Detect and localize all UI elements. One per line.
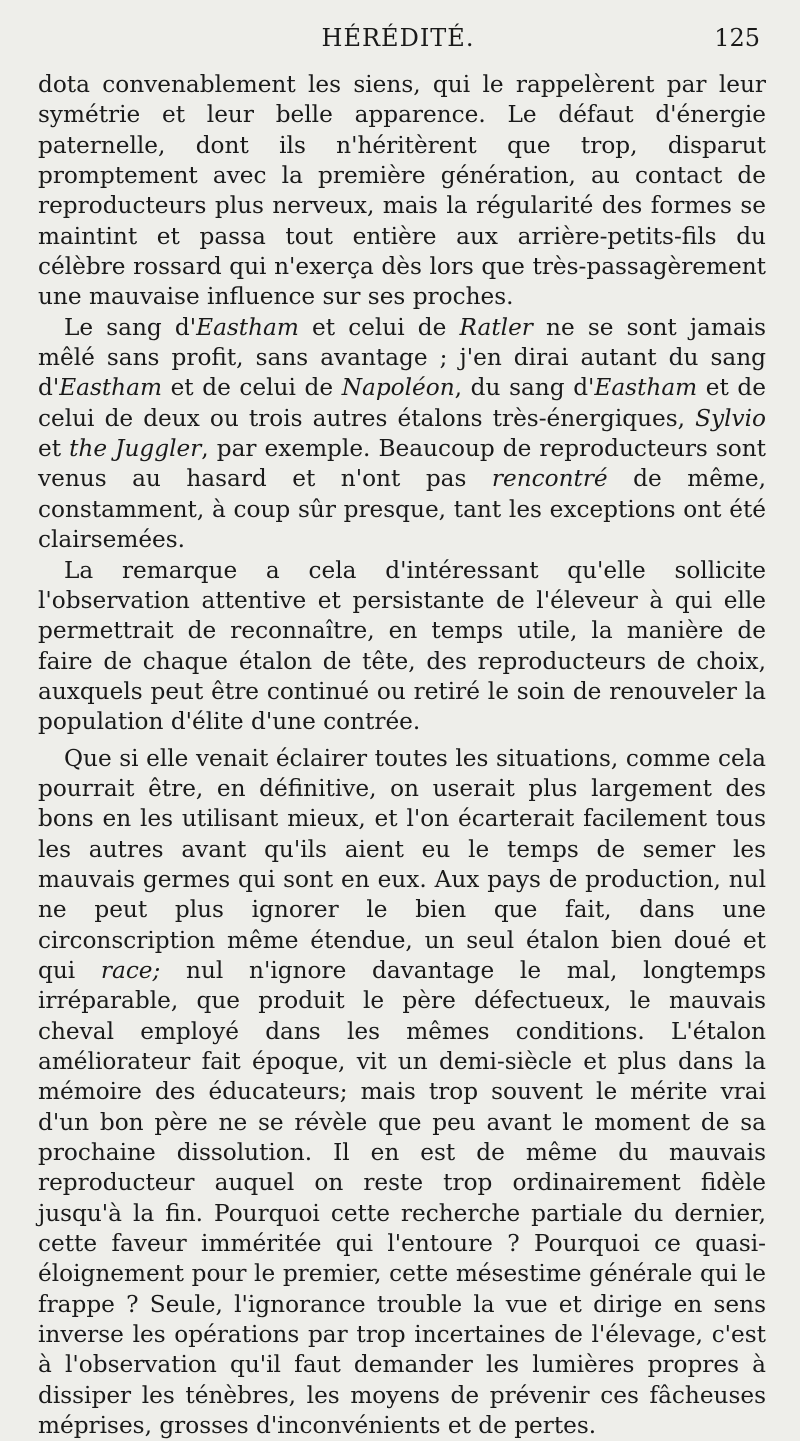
body-text [38, 70, 766, 1441]
italic-text: race; [100, 956, 161, 984]
italic-text: Sylvio [695, 404, 766, 432]
text-run: et celui de [298, 313, 460, 341]
italic-text: Eastham [196, 313, 299, 341]
text-run: nul n'ignore davantage le mal, longtemps irréparable, que produit le père défectueux, le mauvais cheval employé dans les mêmes conditions. L'étalon améliorateur fait époque, vit un demi-siècle et plus dans la mémoire des éducateurs; mais trop souvent le mérite vrai d'un bon père ne se révèle que peu avant le moment de sa prochaine dissolution. Il en est de même du mauvais reproducteur auquel on reste trop ordinairement fidèle jusqu'à la fin. Pourquoi cette recherche partiale du dernier, cette faveur imméritée qui l'entoure ? Pourquoi ce quasi-éloignement pour le premier, cette mésestime générale qui le frappe ? Seule, l'ignorance trouble la vue et dirige en sens inverse les opérations par trop incertaines de l'élevage, c'est à l'observation qu'il faut demander les lumières propres à dissiper les ténèbres, les moyens de prévenir ces fâcheuses méprises, grosses d'inconvénients et de pertes. [38, 956, 766, 1440]
text-run: , du sang d' [454, 374, 595, 402]
italic-text: Eastham [59, 374, 162, 402]
paragraph-2 [38, 313, 766, 556]
text-run: et de celui de deux ou trois autres étalons très-énergiques, [38, 374, 766, 432]
running-head: HÉRÉDITÉ. [321, 24, 475, 52]
italic-text: Eastham [594, 374, 698, 402]
paragraph-3 [38, 556, 766, 738]
text-run: de même, constamment, à coup sûr presque, tant les exceptions ont été clairsemées. [38, 465, 766, 554]
page-header [36, 22, 760, 56]
italic-text: the Juggler [69, 435, 202, 463]
italic-text: rencontré [491, 465, 608, 493]
italic-text: Ratler [459, 313, 533, 341]
text-run: ne se sont jamais mêlé sans profit, sans avantage ; j'en dirai autant du sang d' [38, 313, 766, 402]
text-run: et de celui de [161, 374, 342, 402]
text-run: Que si elle venait éclairer toutes les situations, comme cela pourrait être, en définitive, on userait plus largement des bons en les utilisant mieux, et l'on écarterait facilement tous les autres avant qu'ils aient eu le temps de semer les mauvais germes qui sont en eux. Aux pays de production, nul ne peut plus ignorer le bien que fait, dans une circonscription même étendue, un seul étalon bien doué et qui [38, 744, 766, 984]
page-number: 125 [714, 24, 760, 52]
text-run: La remarque a cela d'intéressant qu'elle sollicite l'observation attentive et persistante de l'éleveur à qui elle permettrait de reconnaître, en temps utile, la manière de faire de chaque étalon de tête, des reproducteurs de choix, auxquels peut être continué ou retiré le soin de renouveler la population d'élite d'une contrée. [38, 556, 766, 736]
text-run: , par exemple. Beaucoup de reproducteurs sont venus au hasard et n'ont pas [38, 435, 766, 493]
text-run: et [38, 435, 70, 463]
paragraph-1 [38, 70, 766, 313]
text-run: Le sang d' [64, 313, 197, 341]
text-run: dota convenablement les siens, qui le rappelèrent par leur symétrie et leur belle apparence. Le défaut d'énergie paternelle, dont ils n'héritèrent que trop, disparut promptement avec la première génération, au contact de reproducteurs plus nerveux, mais la régularité des formes se maintint et passa tout entière aux arrière-petits-fils du célèbre rossard qui n'exerça dès lors que très-passagèrement une mauvaise influence sur ses proches. [38, 71, 766, 311]
paragraph-4 [38, 744, 766, 1441]
italic-text: Napoléon [341, 374, 455, 402]
